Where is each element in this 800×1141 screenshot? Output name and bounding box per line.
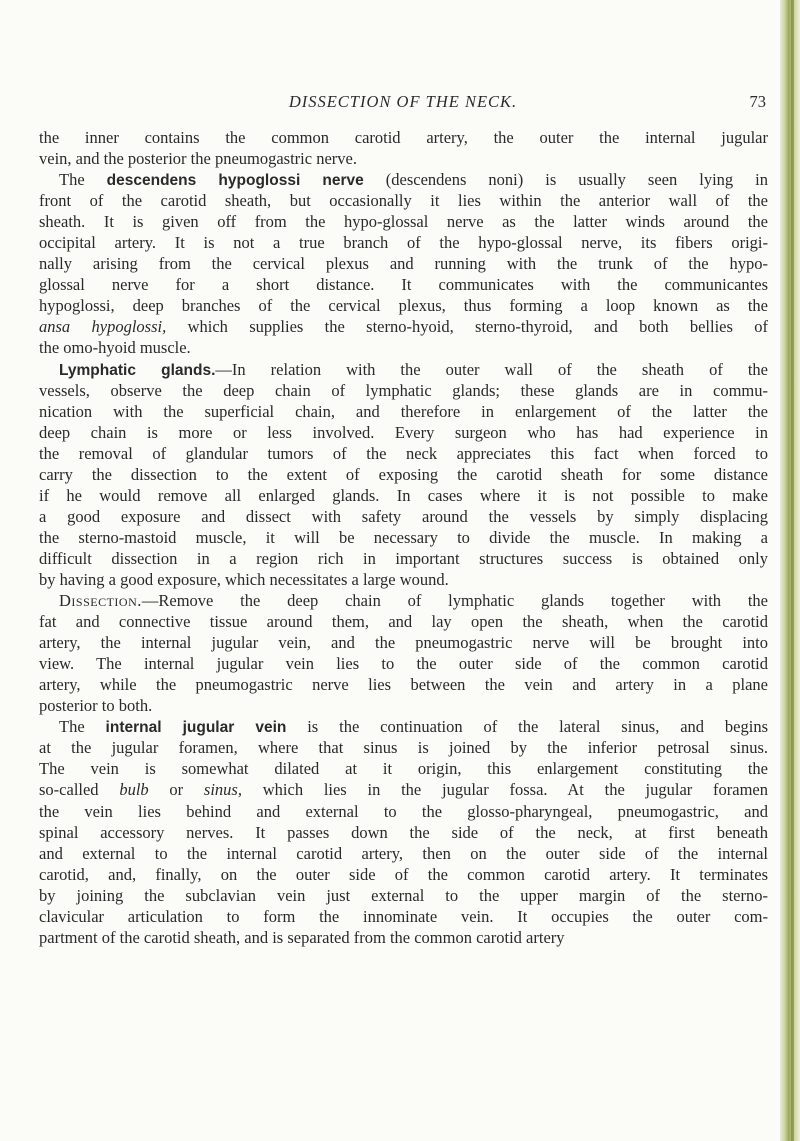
italic-term: sinus, [203,780,242,800]
text-run: or [148,780,204,800]
text-line [39,927,768,948]
text-line [39,864,768,885]
text-line [39,548,768,569]
text-run: hypoglossi, deep branches of the cervical plexus, thus forming a loop known as the [39,296,768,316]
text-line [39,906,768,927]
text-line [39,190,768,211]
text-run: artery, while the pneumogastric nerve lies between the vein and artery in a plane [39,675,768,695]
text-line [39,779,768,800]
text-run: (descendens noni) is usually seen lying in [363,170,768,190]
text-run: the omo-hyoid muscle. [39,338,191,358]
text-line [39,716,768,737]
text-run: which lies in the jugular fossa. At the jugular foramen [241,780,768,800]
text-run: The [59,170,107,190]
text-run: and external to the internal carotid artery, then on the outer side of the internal [39,843,768,863]
text-line [39,527,768,548]
text-run: posterior to both. [39,696,153,716]
text-line [39,590,768,611]
text-line [39,695,768,716]
bold-heading-term: descendens hypoglossi nerve [106,172,364,190]
text-line [39,401,768,422]
text-line [39,506,768,527]
section-lead: Dissection. [59,591,142,611]
text-run: The vein is somewhat dilated at it origin, this enlargement constituting the [39,759,768,779]
text-run: The [59,717,106,737]
italic-term: ansa hypoglossi, [39,317,167,337]
text-line [39,464,768,485]
text-run: partment of the carotid sheath, and is separated from the common carotid artery [39,927,565,947]
text-run: by having a good exposure, which necessitates a large wound. [39,569,449,589]
text-line [39,422,768,443]
text-run: sheath. It is given off from the hypo-glossal nerve as the latter winds around the [39,212,768,232]
text-run: a good exposure and dissect with safety around the vessels by simply displacing [39,506,768,526]
text-run: nication with the superficial chain, and therefore in enlargement of the latter the [39,401,768,421]
text-run: vessels, observe the deep chain of lymphatic glands; these glands are in commu- [39,380,768,400]
text-line [39,211,768,232]
text-run: at the jugular foramen, where that sinus is joined by the inferior petrosal sinus. [39,738,768,758]
text-run: occipital artery. It is not a true branch of the hypo-glossal nerve, its fibers origi- [39,233,768,253]
text-line [39,316,768,337]
text-line [39,611,768,632]
text-line [39,674,768,695]
text-line [39,380,768,401]
text-run: nally arising from the cervical plexus and running with the trunk of the hypo- [39,254,768,274]
text-line [39,359,768,380]
text-run: —In relation with the outer wall of the sheath of the [215,359,768,379]
bold-heading-term: internal jugular vein [105,719,287,737]
text-run: —Remove the deep chain of lymphatic glands together with the [141,591,768,611]
text-run: the removal of glandular tumors of the neck appreciates this fact when forced to [39,443,768,463]
book-spine-edge [780,0,800,1141]
bold-heading-term: Lymphatic glands. [59,361,216,379]
text-run: front of the carotid sheath, but occasionally it lies within the anterior wall of the [39,191,768,211]
text-line [39,295,768,316]
text-line [39,822,768,843]
page-header [38,92,768,114]
text-run: difficult dissection in a region rich in important structures success is obtained only [39,548,768,568]
text-run: glossal nerve for a short distance. It communicates with the communicantes [39,275,768,295]
text-run: the inner contains the common carotid artery, the outer the internal jugular [39,128,768,147]
text-line [39,127,768,148]
text-line [39,274,768,295]
text-run: carotid, and, finally, on the outer side of the common carotid artery. It terminates [39,864,768,884]
text-run: view. The internal jugular vein lies to the outer side of the common carotid [39,654,768,674]
text-run: the sterno-mastoid muscle, it will be necessary to divide the muscle. In making a [39,527,768,547]
text-run: fat and connective tissue around them, and lay open the sheath, when the carotid [39,612,768,632]
running-title: DISSECTION OF THE NECK. [288,92,518,111]
text-run: deep chain is more or less involved. Every surgeon who has had experience in [39,422,768,442]
italic-term: bulb [119,780,149,800]
text-line [39,843,768,864]
text-run: clavicular articulation to form the innominate vein. It occupies the outer com- [39,906,768,926]
text-line [39,337,768,358]
text-line [39,737,768,758]
text-run: the vein lies behind and external to the glosso-pharyngeal, pneumogastric, and [39,801,768,821]
text-run: by joining the subclavian vein just external to the upper margin of the sterno- [39,885,768,905]
page-number: 73 [749,92,766,111]
text-line [39,253,768,274]
text-run: spinal accessory nerves. It passes down the side of the neck, at first beneath [39,822,768,842]
text-line [39,758,768,779]
text-run: if he would remove all enlarged glands. In cases where it is not possible to make [39,485,768,505]
text-line [39,632,768,653]
text-run: which supplies the sterno-hyoid, sterno-thyroid, and both bellies of [166,317,768,337]
text-line [39,443,768,464]
text-line [39,169,768,190]
text-line [39,885,768,906]
text-run: carry the dissection to the extent of exposing the carotid sheath for some distance [39,464,768,484]
text-run: is the continuation of the lateral sinus, and begins [286,717,768,737]
text-run: so-called [39,780,120,800]
text-line [39,801,768,822]
book-spine-shadow [791,0,794,1141]
text-line [39,653,768,674]
text-line [39,232,768,253]
body-text [39,127,768,948]
text-run: vein, and the posterior the pneumogastric nerve. [39,149,357,169]
text-line [39,148,768,169]
text-line [39,485,768,506]
text-line [39,569,768,590]
text-run: artery, the internal jugular vein, and the pneumogastric nerve will be brought into [39,633,768,653]
